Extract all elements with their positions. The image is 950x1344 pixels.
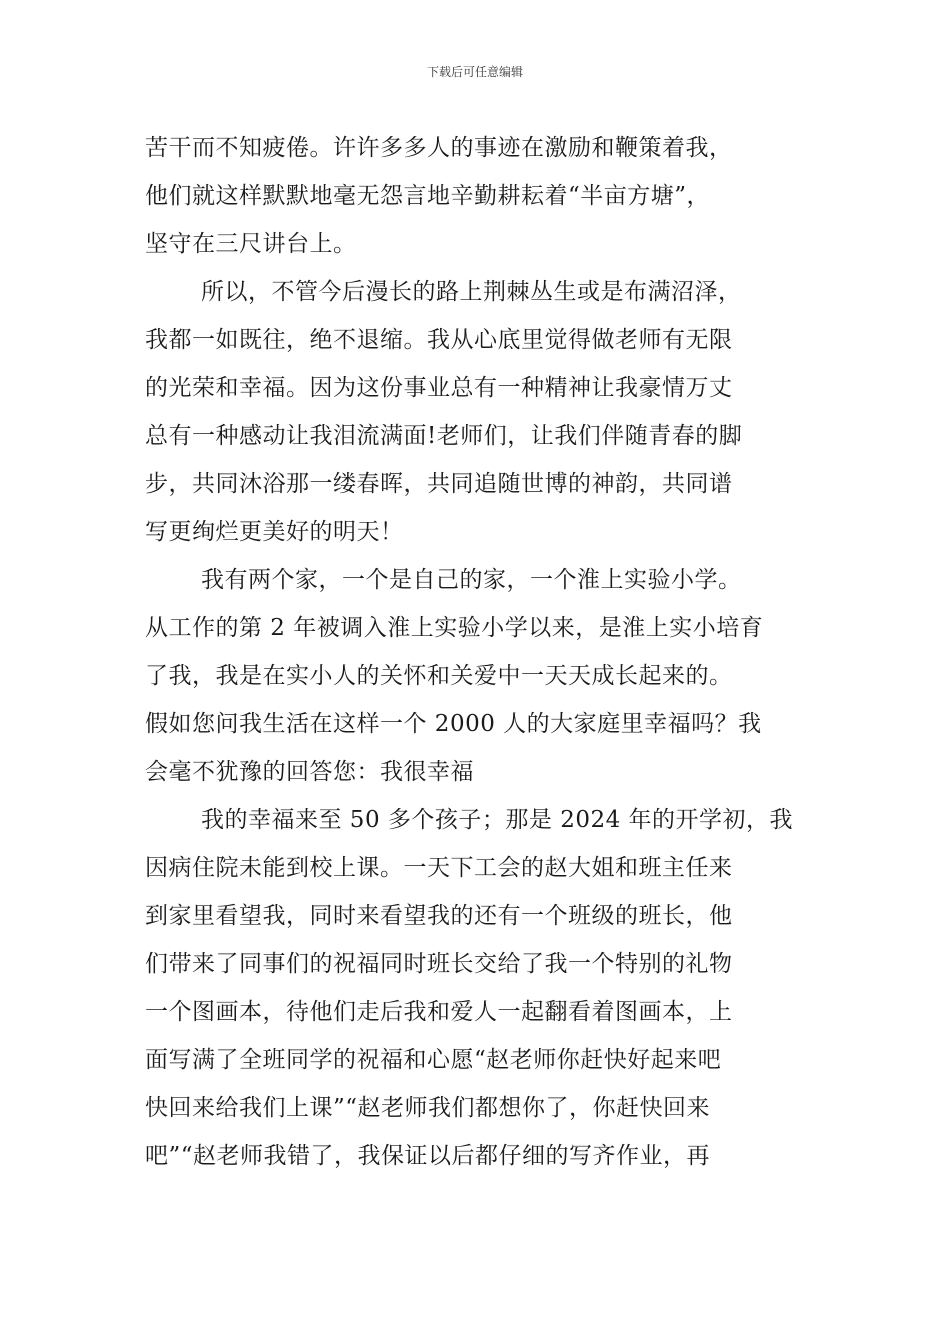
text-line: 假如您问我生活在这样一个 2000 人的大家庭里幸福吗？我 — [145, 711, 762, 737]
text-line: 吧”“赵老师我错了，我保证以后都仔细的写齐作业，再 — [145, 1143, 711, 1169]
text-line: 了我，我是在实小人的关怀和关爱中一天天成长起来的。 — [145, 663, 733, 689]
text-line: 写更绚烂更美好的明天！ — [145, 519, 404, 545]
paragraph — [145, 124, 810, 268]
text-line: 一个图画本，待他们走后我和爱人一起翻看着图画本，上 — [145, 999, 733, 1025]
document-body — [145, 124, 810, 1180]
text-line: 总有一种感动让我泪流满面!老师们，让我们伴随青春的脚 — [145, 423, 743, 449]
paragraph — [145, 268, 810, 556]
text-line: 坚守在三尺讲台上。 — [145, 231, 357, 257]
text-line: 们带来了同事们的祝福同时班长交给了我一个特别的礼物 — [145, 951, 733, 977]
paragraph — [145, 796, 810, 1180]
text-line: 所以，不管今后漫长的路上荆棘丛生或是布满沼泽， — [201, 279, 742, 305]
text-line: 他们就这样默默地毫无怨言地辛勤耕耘着“半亩方塘”， — [145, 183, 711, 209]
text-line: 我有两个家，一个是自己的家，一个淮上实验小学。 — [201, 567, 742, 593]
paragraph — [145, 556, 810, 796]
text-line: 步，共同沐浴那一缕春晖，共同追随世博的神韵，共同谱 — [145, 471, 733, 497]
text-line: 我都一如既往，绝不退缩。我从心底里觉得做老师有无限 — [145, 327, 733, 353]
text-line: 会毫不犹豫的回答您：我很幸福 — [145, 759, 474, 785]
text-line: 因病住院未能到校上课。一天下工会的赵大姐和班主任来 — [145, 855, 733, 881]
text-line: 快回来给我们上课”“赵老师我们都想你了，你赶快回来 — [145, 1095, 711, 1121]
text-line: 苦干而不知疲倦。许许多多人的事迹在激励和鞭策着我， — [145, 135, 733, 161]
text-line: 面写满了全班同学的祝福和心愿“赵老师你赶快好起来吧 — [145, 1047, 722, 1073]
text-line: 我的幸福来至 50 多个孩子；那是 2024 年的开学初，我 — [201, 807, 794, 833]
text-line: 的光荣和幸福。因为这份事业总有一种精神让我豪情万丈 — [145, 375, 733, 401]
text-line: 从工作的第 2 年被调入淮上实验小学以来，是淮上实小培育 — [145, 615, 764, 641]
page-header: 下载后可任意编辑 — [426, 65, 523, 79]
text-line: 到家里看望我，同时来看望我的还有一个班级的班长，他 — [145, 903, 733, 929]
